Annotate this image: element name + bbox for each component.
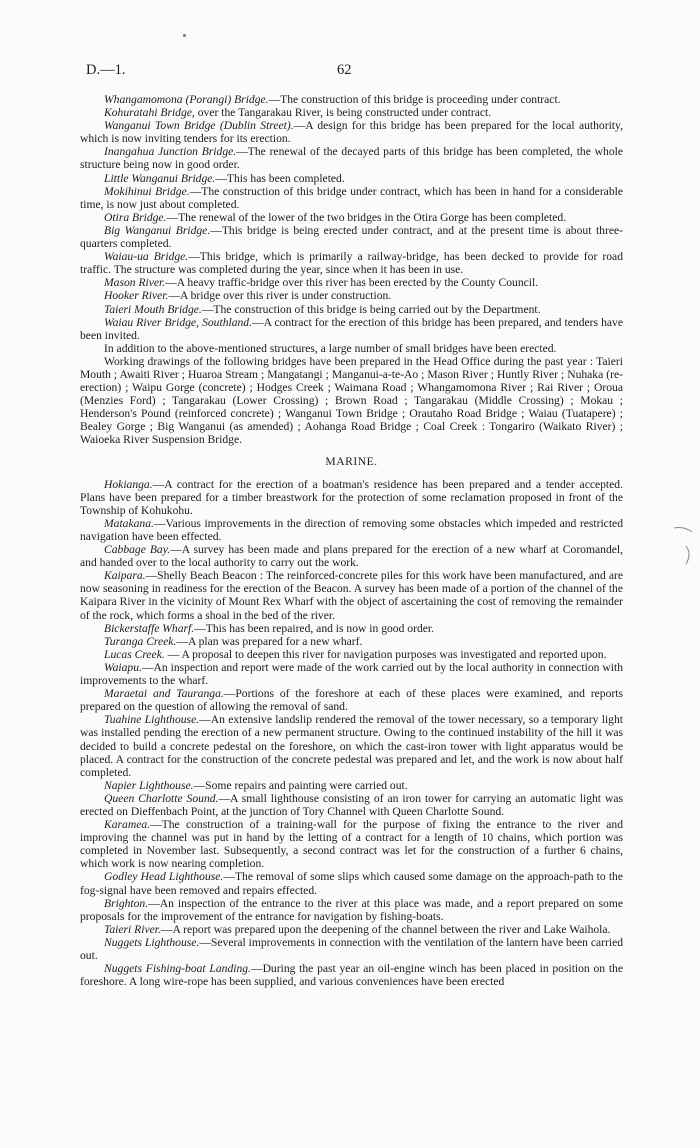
paragraph-text: —Some repairs and painting were carried out. [193, 778, 408, 792]
paragraph-text: —This has been completed. [215, 171, 345, 185]
paragraph-title: Kohuratahi Bridge, [104, 106, 195, 120]
document-reference: D.—1. [86, 62, 126, 78]
paragraph-title: Lucas Creek. [104, 647, 165, 661]
paragraph [80, 342, 623, 355]
paragraph-title: Cabbage Bay. [104, 543, 171, 557]
paragraph [80, 224, 623, 250]
paragraph-title: Wanganui Town Bridge (Dublin Street). [104, 119, 294, 133]
margin-bracket-icon [672, 524, 696, 572]
paragraph-title: Waiau River Bridge, Southland. [104, 315, 253, 329]
paragraph [80, 661, 623, 687]
paragraph [80, 355, 623, 447]
paragraph-title: Mason River. [104, 276, 166, 290]
paragraph-title: Waiau-ua Bridge. [104, 250, 189, 264]
paragraph-title: Taieri Mouth Bridge. [104, 302, 202, 316]
paragraph-title: Turanga Creek. [104, 634, 177, 648]
paragraph [80, 779, 623, 792]
paragraph-text: — A proposal to deepen this river for navigation purposes was investigated and reported upon. [164, 647, 607, 661]
paragraph [80, 106, 623, 119]
paragraph [80, 93, 623, 106]
paragraph-text: —The renewal of the lower of the two bridges in the Otira Gorge has been completed. [166, 210, 567, 224]
paragraph [80, 897, 623, 923]
paragraph [80, 478, 623, 517]
paragraph-text: —An inspection and report were made of the work carried out by the local authority in connection with improvements to the wharf. [80, 660, 623, 688]
paragraph-text: —Portions of the foreshore at each of these places were examined, and reports prepared on the question of allowing the removal of sand. [80, 687, 623, 714]
paragraph-title: Taieri River. [104, 922, 161, 936]
paragraph-text: —During the past year an oil-engine winch has been placed in position on the foreshore. A long wire-rope has been supplied, and various conveniences have been erected [80, 962, 623, 989]
paragraph-text: —A bridge over this river is under construction. [168, 289, 392, 303]
paragraph [80, 303, 623, 316]
paragraph [80, 687, 623, 713]
paragraph-text: —Shelly Beach Beacon : The reinforced-concrete piles for this work have been manufactured, and are now seasoning in readiness for the erection of the Beacon. A survey has been made of a portion of the channel of the Kaipara River in the vicinity of Mount Rex Wharf with the object of ascertaining the cost of removing the remainder of the rock, which forms a shoal in the bed of the river. [80, 569, 623, 622]
paragraph-text: —A heavy traffic-bridge over this river has been erected by the County Council. [165, 276, 539, 290]
page-body [80, 93, 623, 988]
page-header [80, 0, 623, 102]
paragraph [80, 289, 623, 302]
paragraph-text: —The construction of this bridge is being carried out by the Department. [201, 302, 541, 316]
paragraph [80, 648, 623, 661]
paragraph [80, 818, 623, 870]
paragraph-text: —A design for this bridge has been prepared for the local authority, which is now inviting tenders for its erection. [80, 119, 623, 146]
paragraph [80, 316, 623, 342]
paragraph-text: —A plan was prepared for a new wharf. [176, 634, 363, 648]
paragraph-title: Mokihinui Bridge. [104, 184, 190, 198]
paragraph-title: Queen Charlotte Sound. [104, 791, 219, 805]
bridges-section [80, 93, 623, 447]
paragraph-text: In addition to the above-mentioned structures, a large number of small bridges have been erected. [104, 341, 557, 355]
paragraph-title: Inangahua Junction Bridge. [104, 145, 237, 159]
marine-section [80, 478, 623, 989]
paragraph-title: Big Wanganui Bridge. [104, 223, 211, 237]
paragraph-text: —The renewal of the decayed parts of this bridge has been completed, the whole structure being now in good order. [80, 145, 623, 172]
paragraph [80, 792, 623, 818]
paragraph-text: Working drawings of the following bridges have been prepared in the Head Office during the past year : Taieri Mouth ; Awaiti River ; Huaroa Stream ; Mangatangi ; Manganui-a-te-Ao ; Mason River ; Huntly River ; Nuhaka (re-erection) ; Waipu Gorge (concrete) ; Hodges Creek ; Waimana Road ; Whangamomona River ; Rai River ; Oroua (Menzies Ford) ; Tangarakau (Lower Crossing) ; Brown Road ; Tangarakau (Middle Crossing) ; Mokau ; Henderson's Pound (reinforced concrete) ; Wanganui Town Bridge ; Orautaho Road Bridge ; Waiau (Tuatapere) ; Bealey Gorge ; Big Wanganui (as amended) ; Aohanga Road Bridge ; Coal Creek : Tongariro (Waikato River) ; Waioeka River Suspension Bridge. [80, 354, 623, 447]
paragraph-title: Nuggets Lighthouse. [104, 935, 200, 949]
paragraph-title: Hooker River. [104, 289, 169, 303]
paragraph-title: Matakana. [104, 516, 154, 530]
paragraph-text: —A report was prepared upon the deepening of the channel between the river and Lake Waihola. [160, 922, 611, 936]
paragraph [80, 543, 623, 569]
paragraph-title: Little Wanganui Bridge. [104, 171, 216, 185]
paragraph [80, 185, 623, 211]
paragraph-title: Napier Lighthouse. [104, 778, 194, 792]
paragraph-title: Godley Head Lighthouse. [104, 870, 224, 884]
paragraph-text: —The construction of this bridge under contract, which has been in hand for a considerable time, is now just about completed. [80, 184, 623, 211]
paragraph-title: Whangamomona (Porangi) Bridge. [104, 93, 269, 106]
paragraph-title: Bickerstaffe Wharf. [104, 621, 195, 635]
paragraph-title: Nuggets Fishing-boat Landing. [104, 962, 251, 976]
paragraph-text: —This bridge is being erected under contract, and at the present time is about three-quarters completed. [80, 223, 623, 251]
paragraph-text: —The construction of a training-wall for the purpose of fixing the entrance to the river and improving the channel was put in hand by the letting of a contract for a length of 10 chains, which portion was completed in November last. Subsequently, a second contract was let for the construction of a further 6 chains, which work is now nearing completion. [80, 818, 623, 871]
page-number: 62 [337, 62, 352, 78]
paragraph-title: Tuahine Lighthouse. [104, 713, 200, 727]
paragraph-text: —An inspection of the entrance to the river at this place was made, and a report prepared on some proposals for the improvement of the entrance for navigation by fishing-boats. [80, 896, 623, 923]
paragraph [80, 635, 623, 648]
paragraph [80, 172, 623, 185]
paragraph-text: —A small lighthouse consisting of an iron tower for carrying an automatic light was erected on Dieffenbach Point, at the junction of Tory Channel with Queen Charlotte Sound. [80, 791, 623, 818]
paragraph-text: —Various improvements in the direction of removing some obstacles which impeded and restricted navigation have been effected. [80, 516, 623, 543]
paragraph-text: —Several improvements in connection with the ventilation of the lantern have been carried out. [80, 935, 624, 962]
paragraph [80, 119, 623, 145]
paragraph-text: —An extensive landslip rendered the removal of the tower necessary, so a temporary light was installed pending the erection of a new permanent structure. Owing to the continued instability of the hill it was decided to build a concrete pedestal on the foreshore, on which the cast-iron tower with light apparatus would be placed. A contract for the construction of the concrete pedestal was prepared and let, and the work is now about half completed. [80, 713, 623, 779]
paragraph [80, 145, 623, 171]
paragraph [80, 517, 623, 543]
paragraph [80, 622, 623, 635]
paragraph [80, 276, 623, 289]
paragraph [80, 870, 623, 896]
paragraph [80, 569, 623, 621]
paragraph-text: over the Tangarakau River, is being constructed under contract. [194, 106, 492, 120]
marine-heading: MARINE. [325, 454, 378, 468]
paragraph-title: Hokianga. [104, 477, 153, 491]
paragraph [80, 250, 623, 276]
paragraph-title: Brighton. [104, 896, 149, 910]
paragraph [80, 211, 623, 224]
paragraph-title: Kaipara. [104, 569, 146, 583]
paragraph [80, 962, 623, 988]
paragraph-text: —A contract for the erection of this bridge has been prepared, and tenders have been invited. [80, 315, 623, 342]
paragraph-title: Waiapu. [104, 660, 142, 674]
paragraph-text: —This has been repaired, and is now in good order. [194, 621, 435, 635]
paragraph-text: —A contract for the erection of a boatman's residence has been prepared and a tender accepted. Plans have been prepared for a timber breastwork for the protection of some reclamation proposed in front of the Township of Kohukohu. [80, 477, 623, 517]
paragraph-title: Otira Bridge. [104, 210, 167, 224]
paragraph [80, 923, 623, 936]
paragraph-text: —A survey has been made and plans prepared for the erection of a new wharf at Coromandel, and handed over to the local authority to carry out the work. [80, 543, 624, 570]
paragraph-text: —The removal of some slips which caused some damage on the approach-path to the fog-signal have been removed and repairs effected. [80, 870, 623, 897]
paragraph-text: —The construction of this bridge is proceeding under contract. [268, 93, 561, 106]
paragraph-text: —This bridge, which is primarily a railway-bridge, has been decked to provide for road traffic. The structure was completed during the year, since when it has been in use. [80, 250, 623, 277]
paragraph [80, 713, 623, 778]
paragraph-title: Karamea. [104, 818, 151, 832]
paragraph [80, 936, 623, 962]
paragraph-title: Maraetai and Tauranga. [104, 687, 224, 701]
